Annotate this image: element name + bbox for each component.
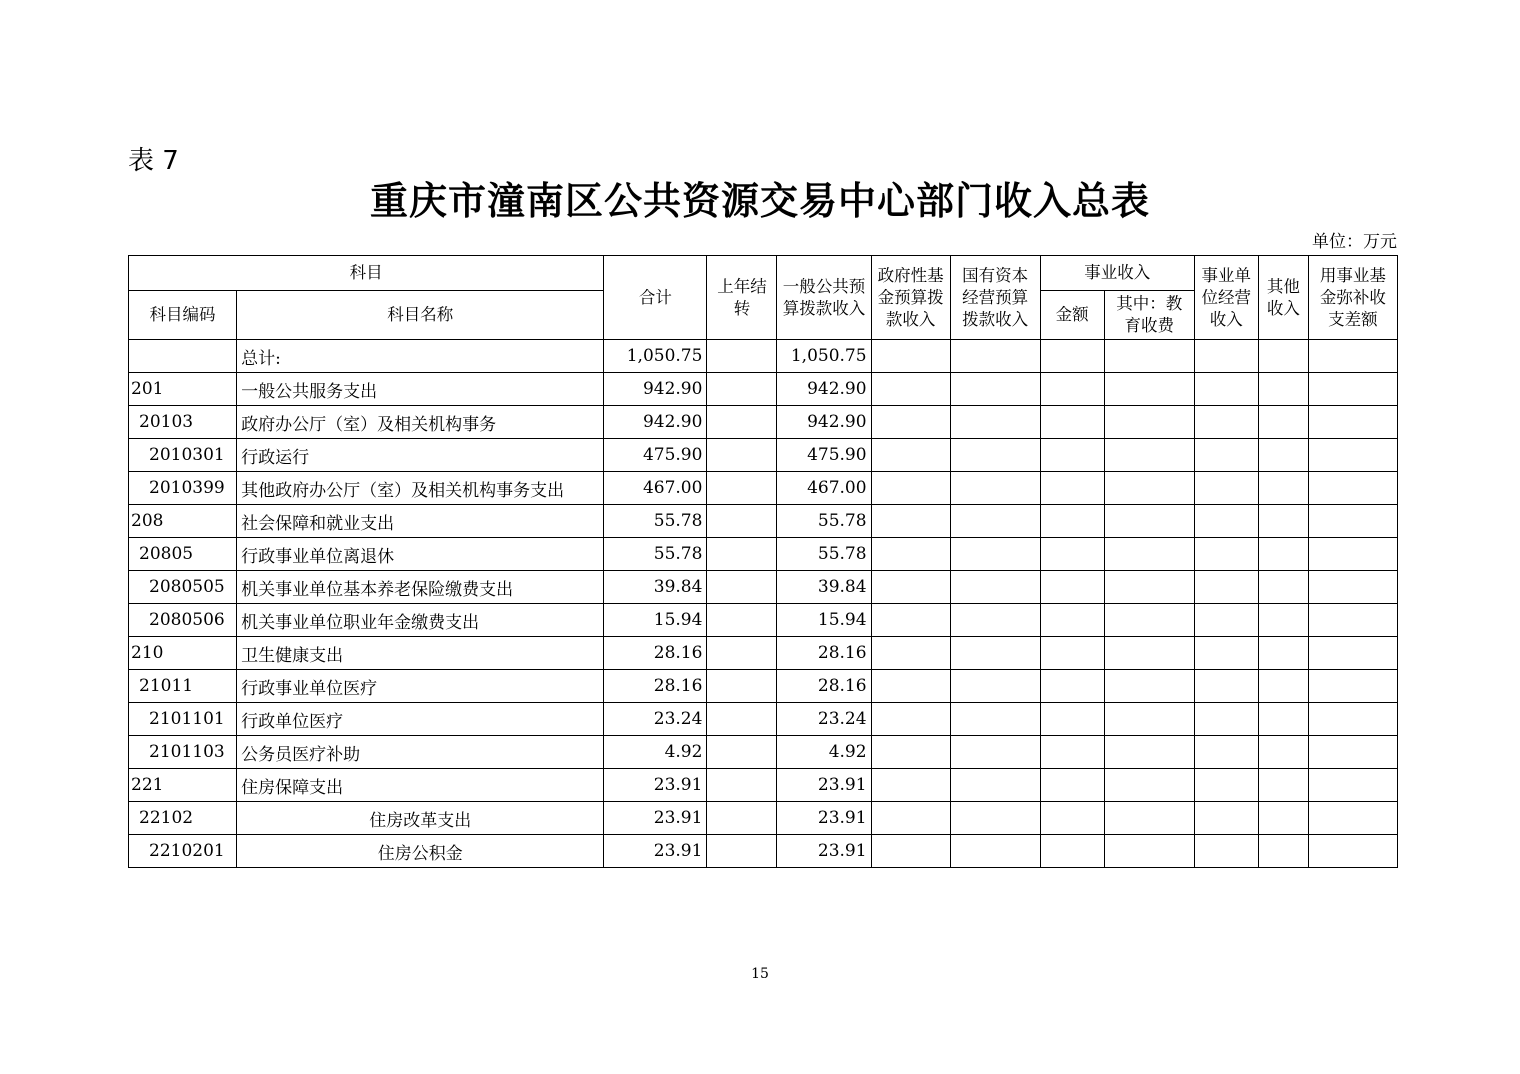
subject-name-cell: 其他政府办公厅（室）及相关机构事务支出 [237, 472, 604, 505]
header-operating: 事业单位经营收入 [1194, 256, 1258, 340]
balance-cell [1308, 736, 1397, 769]
balance-cell [1308, 538, 1397, 571]
business-amount-cell [1040, 472, 1104, 505]
business-amount-cell [1040, 802, 1104, 835]
subject-name-cell: 总计: [237, 340, 604, 373]
business-amount-cell [1040, 373, 1104, 406]
header-subject-name: 科目名称 [237, 291, 604, 340]
state-capital-cell [950, 472, 1040, 505]
general-budget-cell: 55.78 [777, 505, 871, 538]
subject-code-cell: 20103 [129, 406, 237, 439]
edu-fee-cell [1104, 571, 1194, 604]
edu-fee-cell [1104, 439, 1194, 472]
general-budget-cell: 23.91 [777, 835, 871, 868]
subject-code-cell: 210 [129, 637, 237, 670]
balance-cell [1308, 769, 1397, 802]
carryover-cell [707, 439, 777, 472]
table-number: 表 7 [128, 146, 179, 176]
header-edu-fee: 其中：教育收费 [1104, 291, 1194, 340]
subject-code-cell: 21011 [129, 670, 237, 703]
business-amount-cell [1040, 670, 1104, 703]
table-body [129, 340, 1398, 868]
business-amount-cell [1040, 769, 1104, 802]
gov-fund-cell [871, 769, 950, 802]
other-cell [1258, 472, 1308, 505]
general-budget-cell: 23.91 [777, 769, 871, 802]
page-number: 15 [751, 966, 769, 982]
carryover-cell [707, 769, 777, 802]
operating-cell [1194, 439, 1258, 472]
edu-fee-cell [1104, 406, 1194, 439]
edu-fee-cell [1104, 340, 1194, 373]
operating-cell [1194, 670, 1258, 703]
gov-fund-cell [871, 670, 950, 703]
edu-fee-cell [1104, 736, 1194, 769]
other-cell [1258, 736, 1308, 769]
general-budget-cell: 475.90 [777, 439, 871, 472]
total-cell: 23.91 [604, 769, 707, 802]
state-capital-cell [950, 703, 1040, 736]
balance-cell [1308, 703, 1397, 736]
subject-name-cell: 机关事业单位基本养老保险缴费支出 [237, 571, 604, 604]
state-capital-cell [950, 439, 1040, 472]
general-budget-cell: 23.91 [777, 802, 871, 835]
subject-code-cell: 22102 [129, 802, 237, 835]
subject-code-cell: 20805 [129, 538, 237, 571]
carryover-cell [707, 571, 777, 604]
edu-fee-cell [1104, 670, 1194, 703]
operating-cell [1194, 538, 1258, 571]
balance-cell [1308, 637, 1397, 670]
total-cell: 55.78 [604, 505, 707, 538]
balance-cell [1308, 835, 1397, 868]
business-amount-cell [1040, 637, 1104, 670]
balance-cell [1308, 604, 1397, 637]
state-capital-cell [950, 340, 1040, 373]
subject-code-cell: 2080505 [129, 571, 237, 604]
gov-fund-cell [871, 472, 950, 505]
table-row [129, 472, 1398, 505]
total-cell: 4.92 [604, 736, 707, 769]
state-capital-cell [950, 505, 1040, 538]
state-capital-cell [950, 802, 1040, 835]
subject-name-cell: 公务员医疗补助 [237, 736, 604, 769]
subject-name-cell: 卫生健康支出 [237, 637, 604, 670]
subject-name-cell: 一般公共服务支出 [237, 373, 604, 406]
gov-fund-cell [871, 505, 950, 538]
carryover-cell [707, 736, 777, 769]
subject-name-cell: 政府办公厅（室）及相关机构事务 [237, 406, 604, 439]
subject-name-cell: 行政事业单位医疗 [237, 670, 604, 703]
balance-cell [1308, 505, 1397, 538]
state-capital-cell [950, 835, 1040, 868]
table-row [129, 505, 1398, 538]
header-other: 其他收入 [1258, 256, 1308, 340]
carryover-cell [707, 472, 777, 505]
operating-cell [1194, 736, 1258, 769]
operating-cell [1194, 637, 1258, 670]
table-row [129, 769, 1398, 802]
table-row [129, 637, 1398, 670]
subject-name-cell: 行政运行 [237, 439, 604, 472]
gov-fund-cell [871, 835, 950, 868]
table-row [129, 340, 1398, 373]
business-amount-cell [1040, 505, 1104, 538]
table-row [129, 571, 1398, 604]
business-amount-cell [1040, 439, 1104, 472]
carryover-cell [707, 835, 777, 868]
edu-fee-cell [1104, 373, 1194, 406]
other-cell [1258, 571, 1308, 604]
carryover-cell [707, 340, 777, 373]
gov-fund-cell [871, 736, 950, 769]
state-capital-cell [950, 670, 1040, 703]
business-amount-cell [1040, 406, 1104, 439]
state-capital-cell [950, 538, 1040, 571]
general-budget-cell: 55.78 [777, 538, 871, 571]
business-amount-cell [1040, 835, 1104, 868]
header-amount: 金额 [1040, 291, 1104, 340]
other-cell [1258, 670, 1308, 703]
header-business-income: 事业收入 [1040, 256, 1194, 291]
subject-code-cell: 2210201 [129, 835, 237, 868]
total-cell: 15.94 [604, 604, 707, 637]
state-capital-cell [950, 769, 1040, 802]
table-row [129, 736, 1398, 769]
operating-cell [1194, 406, 1258, 439]
carryover-cell [707, 637, 777, 670]
total-cell: 23.91 [604, 802, 707, 835]
gov-fund-cell [871, 637, 950, 670]
total-cell: 942.90 [604, 373, 707, 406]
edu-fee-cell [1104, 604, 1194, 637]
business-amount-cell [1040, 571, 1104, 604]
operating-cell [1194, 340, 1258, 373]
operating-cell [1194, 472, 1258, 505]
subject-name-cell: 行政单位医疗 [237, 703, 604, 736]
other-cell [1258, 703, 1308, 736]
general-budget-cell: 467.00 [777, 472, 871, 505]
general-budget-cell: 942.90 [777, 373, 871, 406]
table-row [129, 406, 1398, 439]
unit-label: 单位：万元 [1312, 232, 1397, 252]
edu-fee-cell [1104, 802, 1194, 835]
balance-cell [1308, 802, 1397, 835]
header-carryover: 上年结转 [707, 256, 777, 340]
subject-code-cell: 2010399 [129, 472, 237, 505]
state-capital-cell [950, 604, 1040, 637]
operating-cell [1194, 703, 1258, 736]
total-cell: 28.16 [604, 670, 707, 703]
balance-cell [1308, 340, 1397, 373]
carryover-cell [707, 670, 777, 703]
other-cell [1258, 340, 1308, 373]
subject-code-cell: 201 [129, 373, 237, 406]
subject-code-cell: 2101103 [129, 736, 237, 769]
other-cell [1258, 802, 1308, 835]
table-row [129, 802, 1398, 835]
business-amount-cell [1040, 703, 1104, 736]
state-capital-cell [950, 406, 1040, 439]
total-cell: 39.84 [604, 571, 707, 604]
general-budget-cell: 942.90 [777, 406, 871, 439]
operating-cell [1194, 604, 1258, 637]
gov-fund-cell [871, 538, 950, 571]
subject-name-cell: 住房改革支出 [237, 802, 604, 835]
other-cell [1258, 604, 1308, 637]
other-cell [1258, 835, 1308, 868]
subject-code-cell: 208 [129, 505, 237, 538]
subject-code-cell: 2101101 [129, 703, 237, 736]
operating-cell [1194, 373, 1258, 406]
header-gov-fund: 政府性基金预算拨款收入 [871, 256, 950, 340]
total-cell: 23.24 [604, 703, 707, 736]
balance-cell [1308, 670, 1397, 703]
general-budget-cell: 15.94 [777, 604, 871, 637]
total-cell: 475.90 [604, 439, 707, 472]
table-row [129, 604, 1398, 637]
header-subject-code: 科目编码 [129, 291, 237, 340]
table-row [129, 670, 1398, 703]
business-amount-cell [1040, 736, 1104, 769]
balance-cell [1308, 439, 1397, 472]
operating-cell [1194, 769, 1258, 802]
carryover-cell [707, 505, 777, 538]
edu-fee-cell [1104, 637, 1194, 670]
state-capital-cell [950, 373, 1040, 406]
total-cell: 467.00 [604, 472, 707, 505]
operating-cell [1194, 571, 1258, 604]
subject-name-cell: 住房公积金 [237, 835, 604, 868]
balance-cell [1308, 406, 1397, 439]
total-cell: 942.90 [604, 406, 707, 439]
carryover-cell [707, 373, 777, 406]
edu-fee-cell [1104, 769, 1194, 802]
other-cell [1258, 637, 1308, 670]
table-row [129, 835, 1398, 868]
subject-code-cell: 2010301 [129, 439, 237, 472]
total-cell: 1,050.75 [604, 340, 707, 373]
income-summary-table [128, 255, 1398, 868]
state-capital-cell [950, 736, 1040, 769]
gov-fund-cell [871, 373, 950, 406]
header-total: 合计 [604, 256, 707, 340]
carryover-cell [707, 604, 777, 637]
balance-cell [1308, 571, 1397, 604]
subject-name-cell: 机关事业单位职业年金缴费支出 [237, 604, 604, 637]
general-budget-cell: 1,050.75 [777, 340, 871, 373]
other-cell [1258, 538, 1308, 571]
operating-cell [1194, 835, 1258, 868]
state-capital-cell [950, 571, 1040, 604]
table-row [129, 538, 1398, 571]
general-budget-cell: 23.24 [777, 703, 871, 736]
subject-code-cell: 2080506 [129, 604, 237, 637]
gov-fund-cell [871, 340, 950, 373]
edu-fee-cell [1104, 835, 1194, 868]
gov-fund-cell [871, 406, 950, 439]
other-cell [1258, 406, 1308, 439]
business-amount-cell [1040, 340, 1104, 373]
total-cell: 23.91 [604, 835, 707, 868]
total-cell: 28.16 [604, 637, 707, 670]
total-cell: 55.78 [604, 538, 707, 571]
subject-code-cell: 221 [129, 769, 237, 802]
table-row [129, 439, 1398, 472]
gov-fund-cell [871, 571, 950, 604]
general-budget-cell: 28.16 [777, 670, 871, 703]
gov-fund-cell [871, 703, 950, 736]
carryover-cell [707, 538, 777, 571]
carryover-cell [707, 802, 777, 835]
edu-fee-cell [1104, 505, 1194, 538]
general-budget-cell: 4.92 [777, 736, 871, 769]
operating-cell [1194, 505, 1258, 538]
header-subject-group: 科目 [129, 256, 604, 291]
other-cell [1258, 769, 1308, 802]
table-row [129, 373, 1398, 406]
header-general-budget: 一般公共预算拨款收入 [777, 256, 871, 340]
edu-fee-cell [1104, 472, 1194, 505]
general-budget-cell: 39.84 [777, 571, 871, 604]
balance-cell [1308, 472, 1397, 505]
other-cell [1258, 373, 1308, 406]
subject-name-cell: 社会保障和就业支出 [237, 505, 604, 538]
carryover-cell [707, 703, 777, 736]
gov-fund-cell [871, 604, 950, 637]
state-capital-cell [950, 637, 1040, 670]
operating-cell [1194, 802, 1258, 835]
subject-name-cell: 行政事业单位离退休 [237, 538, 604, 571]
general-budget-cell: 28.16 [777, 637, 871, 670]
table-row [129, 703, 1398, 736]
other-cell [1258, 505, 1308, 538]
edu-fee-cell [1104, 703, 1194, 736]
gov-fund-cell [871, 439, 950, 472]
balance-cell [1308, 373, 1397, 406]
carryover-cell [707, 406, 777, 439]
edu-fee-cell [1104, 538, 1194, 571]
header-state-capital: 国有资本经营预算拨款收入 [950, 256, 1040, 340]
other-cell [1258, 439, 1308, 472]
business-amount-cell [1040, 538, 1104, 571]
subject-name-cell: 住房保障支出 [237, 769, 604, 802]
business-amount-cell [1040, 604, 1104, 637]
gov-fund-cell [871, 802, 950, 835]
header-balance: 用事业基金弥补收支差额 [1308, 256, 1397, 340]
document-title: 重庆市潼南区公共资源交易中心部门收入总表 [369, 178, 1150, 223]
subject-code-cell [129, 340, 237, 373]
